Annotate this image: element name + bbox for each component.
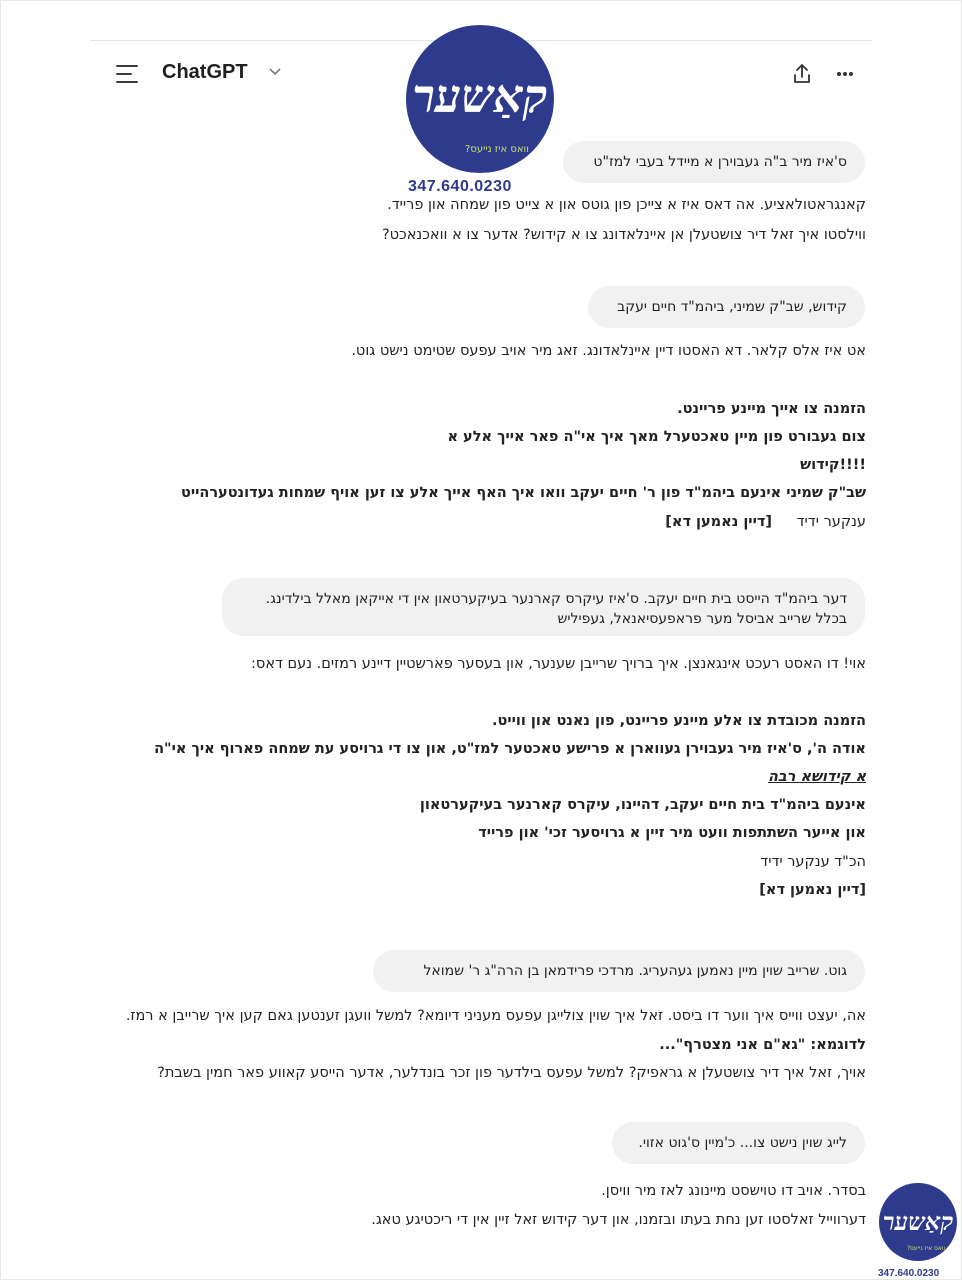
assistant-text: דערווייל זאלסטו זען נחת בעתו ובזמנו, און דער קידוש זאל זיין אין די ריכטיגע טאג. xyxy=(371,1212,866,1228)
brand-phone-top: 347.640.0230 xyxy=(408,178,512,195)
assistant-text: אוי! דו האסט רעכט אינגאנצן. איך ברויך שרייבן שענער, און בעסער פארשטיין דיינע רמזים. נעם דאס: xyxy=(251,656,866,672)
assistant-text: אויך, זאל איך דיר צושטעלן א גראפיק? למשל עפעס בילדער פון זכר בונדלער, אדער הייסע קאווע פאר חמין בשבת? xyxy=(157,1065,866,1081)
assistant-text: בסדר. אויב דו טוישסט מיינונג לאז מיר וויסן. xyxy=(601,1183,866,1199)
assistant-text: א קידושא רבה xyxy=(767,769,866,785)
app-title[interactable]: ChatGPT xyxy=(162,61,248,83)
assistant-text: לדוגמא: "גא"ם אני מצטרף"... xyxy=(659,1037,866,1053)
logo-tagline: ?וואס איז נייעס xyxy=(906,1245,946,1252)
assistant-text: קאנגראטולאציע. אה דאס איז א צייכן פון גוטס און א צייט פון שמחה און פרייד. xyxy=(387,197,866,213)
logo-text: קאַשער xyxy=(882,1207,954,1236)
brand-logo-watermark xyxy=(405,24,555,174)
logo-text: קאַשער xyxy=(412,69,548,123)
brand-logo-corner xyxy=(878,1180,958,1265)
brand-phone-bottom: 347.640.0230 xyxy=(878,1268,940,1279)
user-message-4: גוט. שרייב שוין מיין נאמען געהעריג. מרדכי פרידמאן בן הרה"ג ר' שמואל xyxy=(373,950,865,992)
user-message-2: קידוש, שב"ק שמיני, ביהמ"ד חיים יעקב xyxy=(588,286,865,328)
user-message-3: דער ביהמ"ד הייסט בית חיים יעקב. ס'איז עיקרס קארנער בעיקערטאון אין די אייקאן מאלל בילדינג. בכלל שרייב אביסל מער פראפעסיאנאל, געפיליש xyxy=(222,578,865,636)
more-options-icon[interactable] xyxy=(836,71,854,77)
assistant-text: הזמנה מכובדת צו אלע מיינע פריינט, פון נאנט און ווייט. xyxy=(492,713,866,729)
assistant-text: אינעם ביהמ"ד בית חיים יעקב, דהיינו, עיקרס קארנער בעיקערטאון xyxy=(419,797,866,813)
assistant-text: ווילסטו איך זאל דיר צושטעלן אן איינלאדונג צו א קידוש? אדער צו א וואכנאכט? xyxy=(381,227,866,243)
logo-tagline: ?וואס איז נייעס xyxy=(465,144,529,155)
assistant-text: !!!!קידוש xyxy=(800,457,866,473)
assistant-text: אודה ה', ס'איז מיר געבוירן געווארן א פרישע טאכטער למז"ט, און צו די גרויסע עת שמחה פארוף איך אי"ה xyxy=(154,741,866,757)
hamburger-icon[interactable] xyxy=(116,65,140,83)
share-icon[interactable] xyxy=(792,63,812,85)
user-message-5: לייג שוין נישט צו... כ'מיין ס'גוט אזוי. xyxy=(612,1122,865,1164)
assistant-text: ענקער ידיד xyxy=(796,514,866,530)
assistant-text: אה, יעצט ווייס איך ווער דו ביסט. זאל איך שוין צולייגן עפעס מעניני דיומא? למשל וועגן זענטען גאם קען איך שרייבן א רמז. xyxy=(125,1008,866,1024)
assistant-text: און אייער השתתפות וועט מיר זיין א גרויסער זכי' און פרייד xyxy=(478,825,866,841)
assistant-text: אט איז אלס קלאר. דא האסטו דיין איינלאדונג. זאג מיר אויב עפעס שטימט נישט גוט. xyxy=(351,343,866,359)
assistant-text: שב"ק שמיני אינעם ביהמ"ד פון ר' חיים יעקב וואו איך האף אייך אלע צו זען אויף שמחות געדונטערהייט xyxy=(180,485,866,501)
assistant-text: הזמנה צו אייך מיינע פריינט. xyxy=(677,401,866,417)
assistant-text: [דיין נאמען דא] xyxy=(759,882,866,898)
assistant-text: הכ"ד ענקער ידיד xyxy=(760,854,866,870)
assistant-text: צום געבורט פון מיין טאכטערל מאך איך אי"ה פאר אייך אלע א xyxy=(447,429,866,445)
chevron-down-icon[interactable] xyxy=(268,67,282,77)
assistant-text: [דיין נאמען דא] xyxy=(665,514,772,530)
user-message-1: ס'איז מיר ב"ה געבוירן א מיידל בעבי למז"ט xyxy=(563,141,865,183)
